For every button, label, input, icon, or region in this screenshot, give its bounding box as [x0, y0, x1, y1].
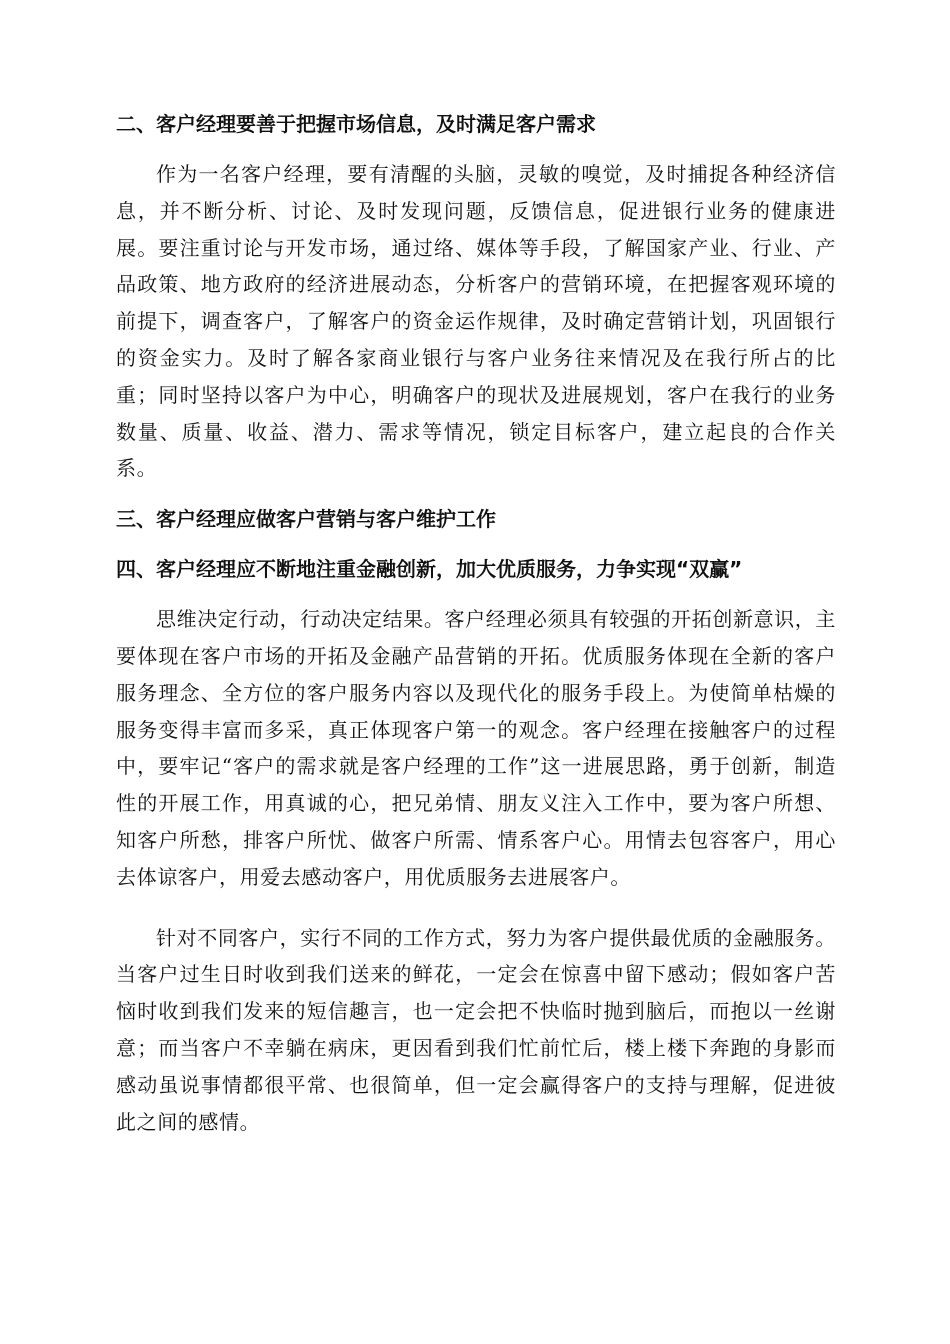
section-heading-4: 四、客户经理应不断地注重金融创新，加大优质服务，力争实现“双赢”	[116, 557, 743, 582]
section-2-paragraph-1: 作为一名客户经理，要有清醒的头脑，灵敏的嗅觉，及时捕捉各种经济信息，并不断分析、讨论、及时发现问题，反馈信息，促进银行业务的健康进展。要注重讨论与开发市场，通过络、媒体等手段，了解国家产业、行业、产品政策、地方政府的经济进展动态，分析客户的营销环境，在把握客观环境的前提下，调查客户，了解客户的资金运作规律，及时确定营销计划，巩固银行的资金实力。及时了解各家商业银行与客户业务往来情况及在我行所占的比重；同时坚持以客户为中心，明确客户的现状及进展规划，客户在我行的业务数量、质量、收益、潜力、需求等情况，锁定目标客户，建立起良的合作关系。	[116, 162, 836, 481]
document-page	[116, 106, 836, 1154]
section-4-paragraph-2: 针对不同客户，实行不同的工作方式，努力为客户提供最优质的金融服务。当客户过生日时收到我们送来的鲜花，一定会在惊喜中留下感动；假如客户苦恼时收到我们发来的短信趣言，也一定会把不快临时抛到脑后，而抱以一丝谢意；而当客户不幸躺在病床，更因看到我们忙前忙后，楼上楼下奔跑的身影而感动虽说事情都很平常、也很简单，但一定会赢得客户的支持与理解，促进彼此之间的感情。	[116, 925, 836, 1134]
section-heading-2: 二、客户经理要善于把握市场信息，及时满足客户需求	[116, 112, 596, 136]
section-4-paragraph-1: 思维决定行动，行动决定结果。客户经理必须具有较强的开拓创新意识，主要体现在客户市场的开拓及金融产品营销的开拓。优质服务体现在全新的客户服务理念、全方位的客户服务内容以及现代化的服务手段上。为使简单枯燥的服务变得丰富而多采，真正体现客户第一的观念。客户经理在接触客户的过程中，要牢记“客户的需求就是客户经理的工作”这一进展思路，勇于创新，制造性的开展工作，用真诚的心，把兄弟情、朋友义注入工作中，要为客户所想、知客户所愁，排客户所忧、做客户所需、情系客户心。用情去包容客户，用心去体谅客户，用爱去感动客户，用优质服务去进展客户。	[116, 607, 836, 889]
section-heading-3: 三、客户经理应做客户营销与客户维护工作	[116, 507, 496, 532]
